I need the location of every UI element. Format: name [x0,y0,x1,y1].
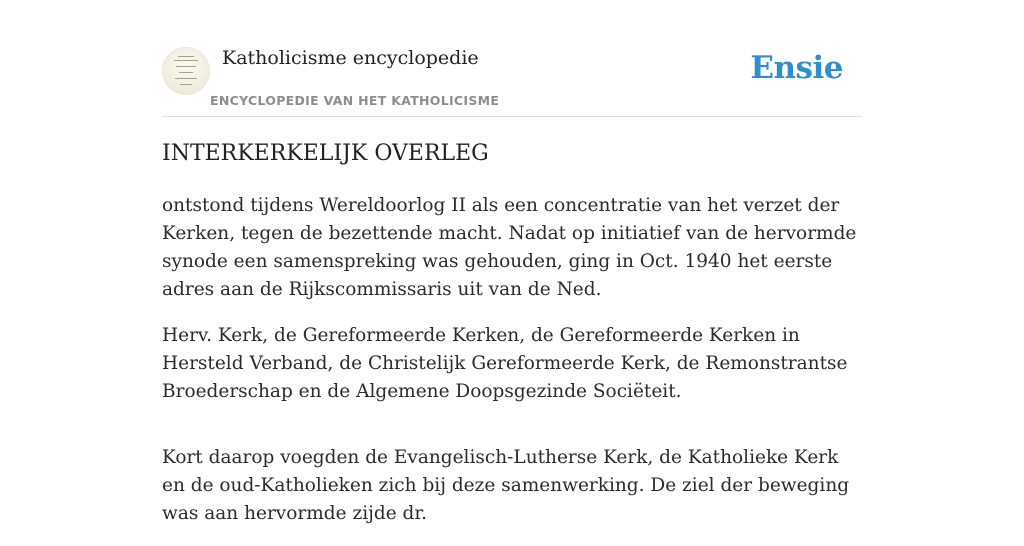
article-body [162,192,862,546]
site-header [162,40,862,117]
encyclopedia-cover-icon[interactable] [162,47,210,95]
ensie-logo-link[interactable]: Ensie [750,50,843,86]
article-paragraph: ontstond tijdens Wereldoorlog II als een concentratie van het verzet der Kerken, tegen de bezettende macht. Nadat op initiatief van de hervormde synode een samenspreking was gehouden, ging in Oct. 1940 het eerste adres aan de Rijkscommissaris uit van de Ned. [162,195,857,300]
site-subtitle: ENCYCLOPEDIE VAN HET KATHOLICISME [210,93,500,108]
article-paragraph: Kort daarop voegden de Evangelisch-Lutherse Kerk, de Katholieke Kerk en de oud-Katholieken zich bij deze samenwerking. De ziel der beweging was aan hervormde zijde dr. [162,447,850,524]
article-title: INTERKERKELIJK OVERLEG [162,141,489,166]
site-name[interactable]: Katholicisme encyclopedie [222,47,479,69]
article-paragraph: Herv. Kerk, de Gereformeerde Kerken, de Gereformeerde Kerken in Hersteld Verband, de Christelijk Gereformeerde Kerk, de Remonstrantse Broederschap en de Algemene Doopsgezinde Sociëteit. [162,325,848,402]
